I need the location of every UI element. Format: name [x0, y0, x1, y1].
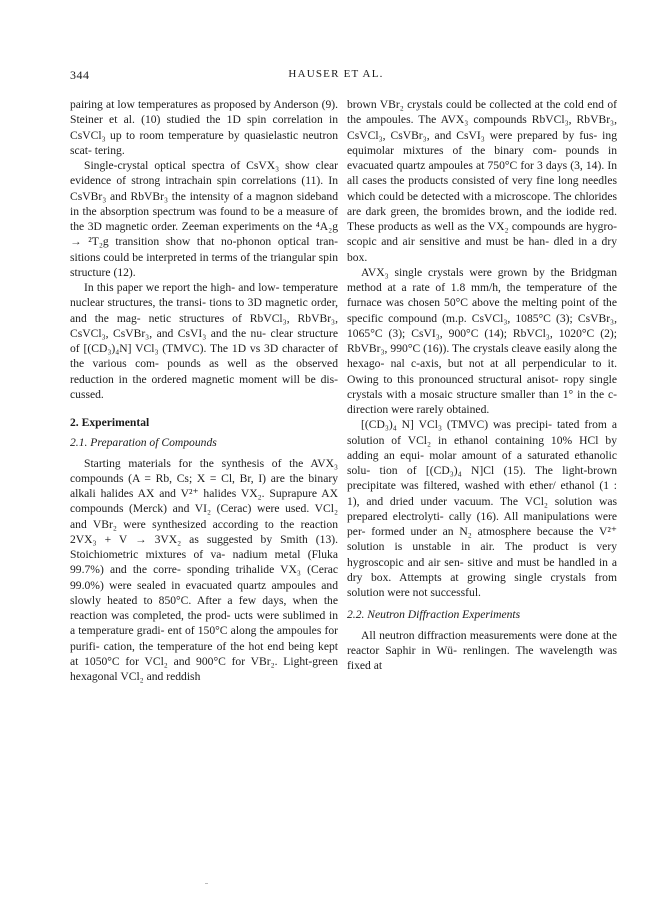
- paragraph: [(CD₃)₄ N] VCl₃ (TMVC) was precipi- tated from a solution of VCl₂ in ethanol containing 10% HCl by adding an equi- molar amount of a saturated ethanolic solu- tion of [(CD₃)₄ N]Cl (15). The light-brown precipitate was filtered, washed with ether/ ethanol (1 : 1), and dried under vacuum. The VCl₂ solution was prepared electrolyti- cally (16). All manipulations were per- formed under an N₂ atmosphere because the V²⁺ solution is unstable in air. The product is very hygroscopic and air sen- sitive and must be handled in a dry box. Attempts at growing single crystals from solution were not successful.: [347, 418, 617, 599]
- paragraph: AVX₃ single crystals were grown by the Bridgman method at a rate of 1.8 mm/h, the temperature of the furnace was chosen 50°C above the melting point of the specific compound (m.p. CsVCl₃, 1085°C (3); CsVBr₃, 1065°C (3); CsVI₃, 900°C (14); RbVCl₃, 1020°C (2); RbVBr₃, 990°C (16)). The crystals cleave easily along the hexago- nal c-axis, but not at all perpendicular to it. Owing to this pronounced structural anisot- ropy single crystals with a mosaic structure smaller than 1° in the c-direction were rarely obtained.: [347, 265, 617, 416]
- paragraph: Single-crystal optical spectra of CsVX₃ show clear evidence of strong intrachain spin correlations (11). In CsVBr₃ and RbVBr₃ the intensity of a magnon sideband in the absorption spectrum was found to be a measure of the 3D magnetic order. Zeeman experiments on the ⁴A₂g → ²T₂g transition show that no-phonon optical tran- sitions could be interpreted in terms of the triangular spin structure (12).: [70, 159, 338, 279]
- paragraph: pairing at low temperatures as proposed by Anderson (9). Steiner et al. (10) studied the 1D spin correlation in CsVCl₃ up to room temperature by quasielastic neutron scat- tering.: [70, 98, 338, 157]
- section-heading: 2. Experimental: [70, 416, 150, 429]
- paragraph: All neutron diffraction measurements were done at the reactor Saphir in Wü- renlingen. The wavelength was fixed at: [347, 628, 617, 672]
- subsection-heading: 2.1. Preparation of Compounds: [70, 436, 217, 450]
- paragraph: Starting materials for the synthesis of the AVX₃ compounds (A = Rb, Cs; X = Cl, Br, I) are the binary alkali halides AX and V²⁺ halides VX₂. Suprapure AX compounds (Merck) and VI₂ (Cerac) were used. VCl₂ and VBr₂ were synthesized according to the reaction 2VX₃ + V → 3VX₂ as suggested by Smith (13). Stoichiometric mixtures of va- nadium metal (Fluka 99.7%) and the corre- sponding trihalide VX₃ (Cerac 99.0%) were sealed in evacuated quartz ampoules and slowly heated to 850°C. After a few days, when the reaction was completed, the prod- ucts were sublimed in a temperature gradi- ent of 150°C along the ampoules for purifi- cation, the temperature of the hot end being kept at 1050°C for VCl₂ and 900°C for VBr₂. Light-green hexagonal VCl₂ and reddish: [70, 456, 338, 683]
- subsection-heading: 2.2. Neutron Diffraction Experiments: [347, 608, 521, 622]
- page-number: 344: [70, 68, 90, 82]
- paragraph: In this paper we report the high- and low- temperature nuclear structures, the transi- tions to 3D magnetic order, and the mag- netic structures of RbVCl₃, RbVBr₃, CsVCl₃, CsVBr₃, and CsVI₃ and the nu- clear structure of [(CD₃)₄N] VCl₃ (TMVC). The 1D vs 3D character of the various com- pounds as well as the observed reduction in the ordered magnetic moment will be dis- cussed.: [70, 281, 338, 401]
- running-title: HAUSER ET AL.: [288, 68, 384, 80]
- right-column: [347, 97, 617, 673]
- paragraph: brown VBr₂ crystals could be collected at the cold end of the ampoules. The AVX₃ compounds RbVCl₃, RbVBr₃, CsVCl₃, CsVBr₃, and CsVI₃ were prepared by fus- ing equimolar mixtures of the binary com- pounds in evacuated quartz ampoules at 750°C for 3 days (3, 14). In all cases the products consisted of very fine long needles which could be detected with a microscope. The chlorides are dark green, the bromides brown, and the iodide red. These products as well as the VX₂ compounds are hygro- scopic and air sensitive and must be han- dled in a dry box.: [347, 98, 617, 264]
- scan-speck: [205, 883, 208, 884]
- left-column: [70, 97, 338, 684]
